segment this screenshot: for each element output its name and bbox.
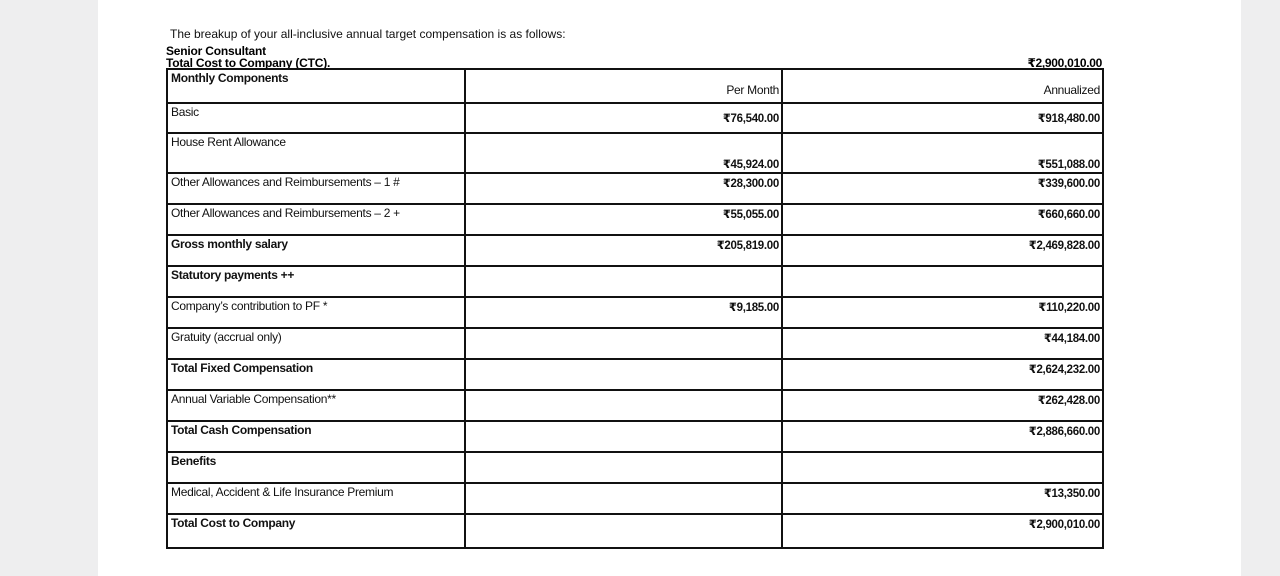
row-annual: ₹262,428.00 bbox=[782, 390, 1103, 421]
table-row-total-fixed bbox=[167, 359, 1103, 390]
row-label: Statutory payments ++ bbox=[167, 266, 465, 297]
table-row-pf bbox=[167, 297, 1103, 328]
row-per-month bbox=[465, 359, 782, 390]
row-per-month: ₹28,300.00 bbox=[465, 173, 782, 204]
row-label: Other Allowances and Reimbursements – 2 + bbox=[167, 204, 465, 235]
row-label: House Rent Allowance bbox=[167, 133, 465, 173]
header-monthly-components: Monthly Components bbox=[167, 69, 465, 103]
header-per-month: Per Month bbox=[465, 69, 782, 103]
row-label: Gratuity (accrual only) bbox=[167, 328, 465, 359]
table-row-other-allowances-2 bbox=[167, 204, 1103, 235]
table-row-hra bbox=[167, 133, 1103, 173]
row-annual: ₹551,088.00 bbox=[782, 133, 1103, 173]
row-per-month: ₹9,185.00 bbox=[465, 297, 782, 328]
table-row-gratuity bbox=[167, 328, 1103, 359]
row-per-month bbox=[465, 452, 782, 483]
row-per-month: ₹76,540.00 bbox=[465, 103, 782, 133]
table-row-variable bbox=[167, 390, 1103, 421]
intro-text: The breakup of your all-inclusive annual target compensation is as follows: bbox=[170, 27, 566, 41]
row-label: Total Fixed Compensation bbox=[167, 359, 465, 390]
row-per-month bbox=[465, 390, 782, 421]
row-annual: ₹110,220.00 bbox=[782, 297, 1103, 328]
table-row-insurance bbox=[167, 483, 1103, 514]
row-per-month bbox=[465, 421, 782, 452]
row-per-month: ₹205,819.00 bbox=[465, 235, 782, 266]
row-annual: ₹2,469,828.00 bbox=[782, 235, 1103, 266]
row-annual: ₹2,886,660.00 bbox=[782, 421, 1103, 452]
row-label: Gross monthly salary bbox=[167, 235, 465, 266]
row-label: Benefits bbox=[167, 452, 465, 483]
row-annual bbox=[782, 452, 1103, 483]
table-row-gross-monthly bbox=[167, 235, 1103, 266]
row-label: Annual Variable Compensation** bbox=[167, 390, 465, 421]
row-per-month: ₹55,055.00 bbox=[465, 204, 782, 235]
row-per-month bbox=[465, 483, 782, 514]
row-annual: ₹660,660.00 bbox=[782, 204, 1103, 235]
row-label: Basic bbox=[167, 103, 465, 133]
table-header-row bbox=[167, 69, 1103, 103]
row-annual: ₹13,350.00 bbox=[782, 483, 1103, 514]
row-annual: ₹44,184.00 bbox=[782, 328, 1103, 359]
row-label: Total Cost to Company bbox=[167, 514, 465, 548]
row-per-month bbox=[465, 328, 782, 359]
table-row-total-ctc bbox=[167, 514, 1103, 548]
row-annual: ₹2,624,232.00 bbox=[782, 359, 1103, 390]
row-label: Total Cash Compensation bbox=[167, 421, 465, 452]
compensation-table bbox=[166, 68, 1104, 549]
row-per-month: ₹45,924.00 bbox=[465, 133, 782, 173]
table-row-basic bbox=[167, 103, 1103, 133]
row-annual bbox=[782, 266, 1103, 297]
ctc-label: Total Cost to Company (CTC). bbox=[166, 56, 331, 70]
row-label: Other Allowances and Reimbursements – 1 # bbox=[167, 173, 465, 204]
header-annualized: Annualized bbox=[782, 69, 1103, 103]
row-label: Medical, Accident & Life Insurance Premium bbox=[167, 483, 465, 514]
row-annual: ₹339,600.00 bbox=[782, 173, 1103, 204]
row-label: Company’s contribution to PF * bbox=[167, 297, 465, 328]
table-row-total-cash bbox=[167, 421, 1103, 452]
table-row-other-allowances-1 bbox=[167, 173, 1103, 204]
table-row-benefits bbox=[167, 452, 1103, 483]
table-row-statutory bbox=[167, 266, 1103, 297]
role-title: Senior Consultant bbox=[166, 44, 266, 58]
row-annual: ₹2,900,010.00 bbox=[782, 514, 1103, 548]
row-annual: ₹918,480.00 bbox=[782, 103, 1103, 133]
row-per-month bbox=[465, 514, 782, 548]
ctc-value: ₹2,900,010.00 bbox=[1027, 56, 1102, 70]
row-per-month bbox=[465, 266, 782, 297]
